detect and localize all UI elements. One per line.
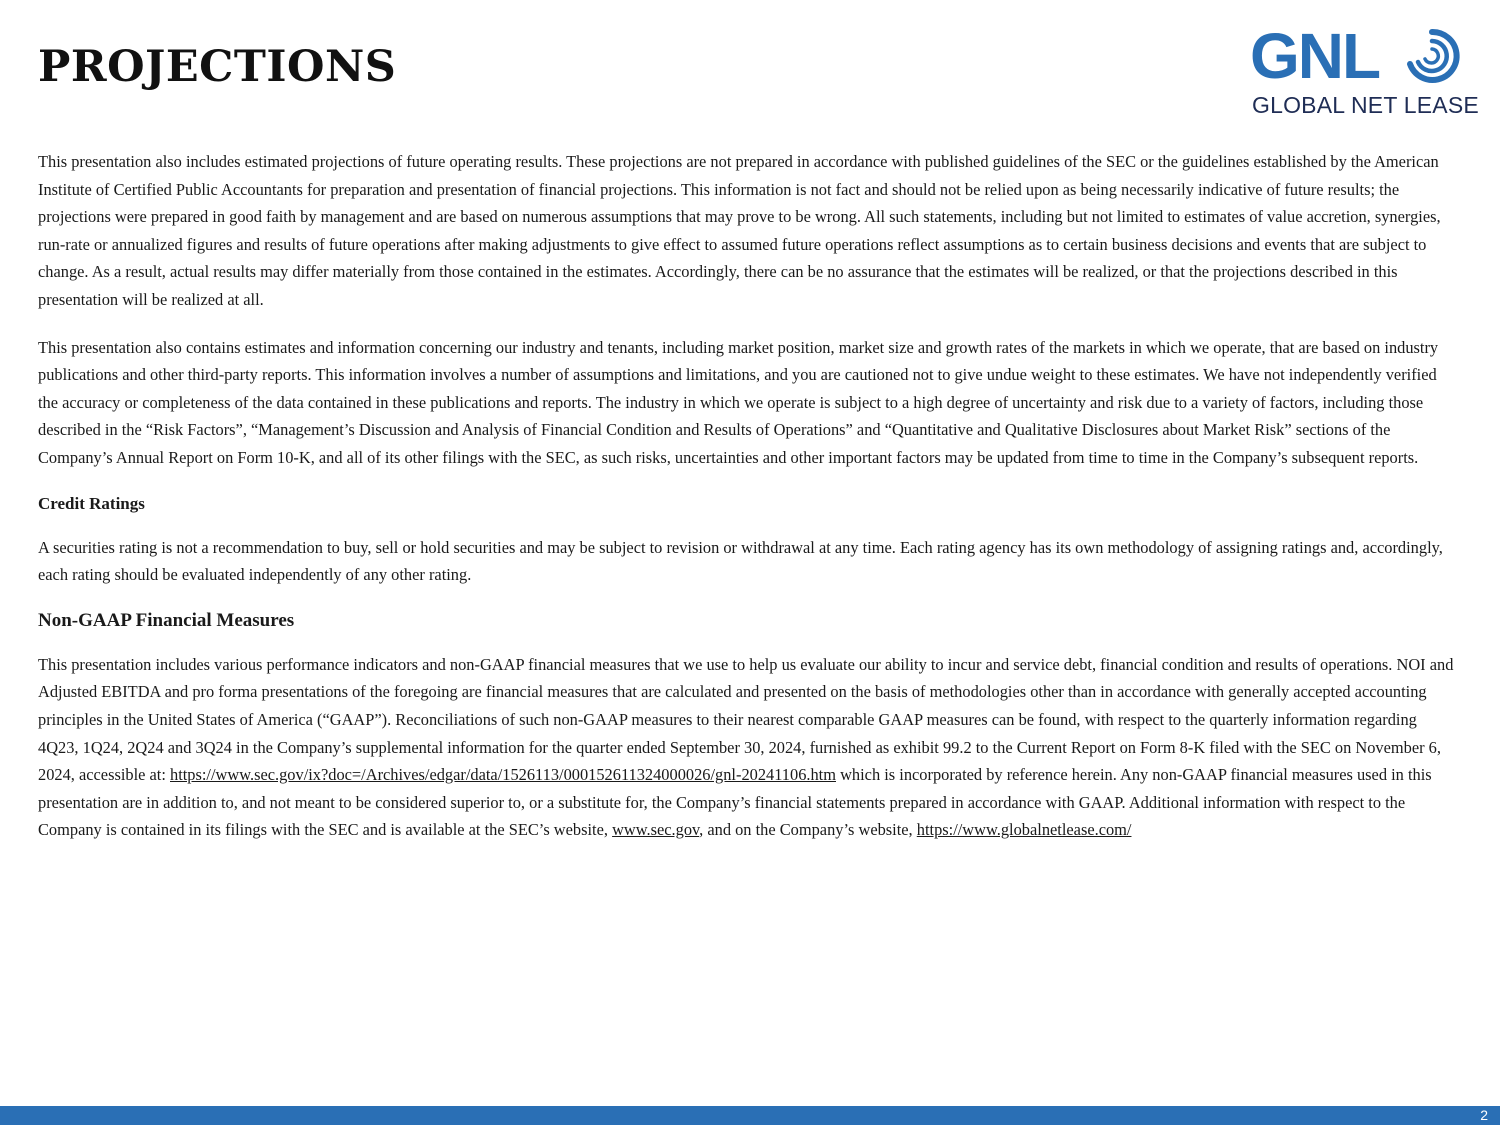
sec-website-link[interactable]: www.sec.gov [612, 820, 700, 840]
company-logo [1250, 20, 1479, 124]
credit-ratings-paragraph: A securities rating is not a recommendation to buy, sell or hold securities and may be subject to revision or withdrawal at any time. Each rating agency has its own methodology of assigning ratings and, accordingly, each rating should be evaluated independently of any other rating. [38, 537, 1443, 585]
non-gaap-text-part-1: This presentation includes various performance indicators and non-GAAP financial measures that we use to help us evaluate our ability to incur and service debt, financial condition and results of operations. NOI and Adjusted EBITDA and pro forma presentations of the foregoing are financial measures that are calculated and presented on the basis of methodologies other than in accordance with generally accepted accounting principles in the United States of America (“GAAP”). Reconciliations of such non-GAAP measures to their nearest comparable GAAP measures can be found, with respect to the quarterly information regarding 4Q23, 1Q24, 2Q24 and 3Q24 in the Company’s supplemental information for the quarter ended September 30, 2024, furnished as exhibit 99.2 to the Current Report on Form 8-K filed with the SEC on November 6, 2024, accessible at: [38, 654, 1454, 785]
footer-bar [0, 1106, 1500, 1125]
credit-ratings-heading: Credit Ratings [38, 493, 145, 513]
non-gaap-paragraph [38, 651, 1458, 844]
sec-filing-link[interactable]: https://www.sec.gov/ix?doc=/Archives/edgar/data/1526113/000152611324000026/gnl-20241106.htm [170, 765, 836, 785]
page-number: 2 [1480, 1107, 1488, 1123]
page-title: PROJECTIONS [38, 42, 397, 92]
logo-company-name: GLOBAL NET LEASE [1252, 92, 1479, 118]
projections-paragraph-2: This presentation also contains estimates and information concerning our industry and tenants, including market position, market size and growth rates of the markets in which we operate, that are based on industry publications and other third-party reports. This information involves a number of assumptions and limitations, and you are cautioned not to give undue weight to these estimates. We have not independently verified the accuracy or completeness of the data contained in these publications and reports. The industry in which we operate is subject to a high degree of uncertainty and risk due to a variety of factors, including those described in the “Risk Factors”, “Management’s Discussion and Analysis of Financial Condition and Results of Operations” and “Quantitative and Qualitative Disclosures about Market Risk” sections of the Company’s Annual Report on Form 10-K, and all of its other filings with the SEC, as such risks, uncertainties and other important factors may be updated from time to time in the Company’s subsequent reports. [38, 337, 1439, 467]
projections-paragraph-1: This presentation also includes estimated projections of future operating results. These projections are not prepared in accordance with published guidelines of the SEC or the guidelines established by the American Institute of Certified Public Accountants for preparation and presentation of financial projections. This information is not fact and should not be relied upon as being necessarily indicative of future results; the projections were prepared in good faith by management and are based on numerous assumptions that may prove to be wrong. All such statements, including but not limited to estimates of value accretion, synergies, run-rate or annualized figures and results of future operations after making adjustments to give effect to assumed future operations reflect assumptions as to certain business decisions and events that are subject to change. As a result, actual results may differ materially from those contained in the estimates. Accordingly, there can be no assurance that the estimates will be realized, or that the projections described in this presentation will be realized at all. [38, 152, 1441, 309]
swirl-logo-icon [1402, 26, 1462, 86]
disclaimer-content [38, 148, 1458, 864]
non-gaap-text-part-2: which is incorporated by reference herein. Any non-GAAP financial measures used in this presentation are in addition to, and not meant to be considered superior to, or a substitute for, the Company’s financial statements prepared in accordance with GAAP. Additional information with respect to the Company is contained in its filings with the SEC and is available at the SEC’s website, [38, 765, 1432, 840]
non-gaap-text-part-3: , and on the Company’s website, [699, 820, 917, 840]
company-website-link[interactable]: https://www.globalnetlease.com/ [916, 820, 1132, 840]
non-gaap-heading: Non-GAAP Financial Measures [38, 609, 295, 631]
logo-wordmark: GNL [1250, 20, 1380, 92]
